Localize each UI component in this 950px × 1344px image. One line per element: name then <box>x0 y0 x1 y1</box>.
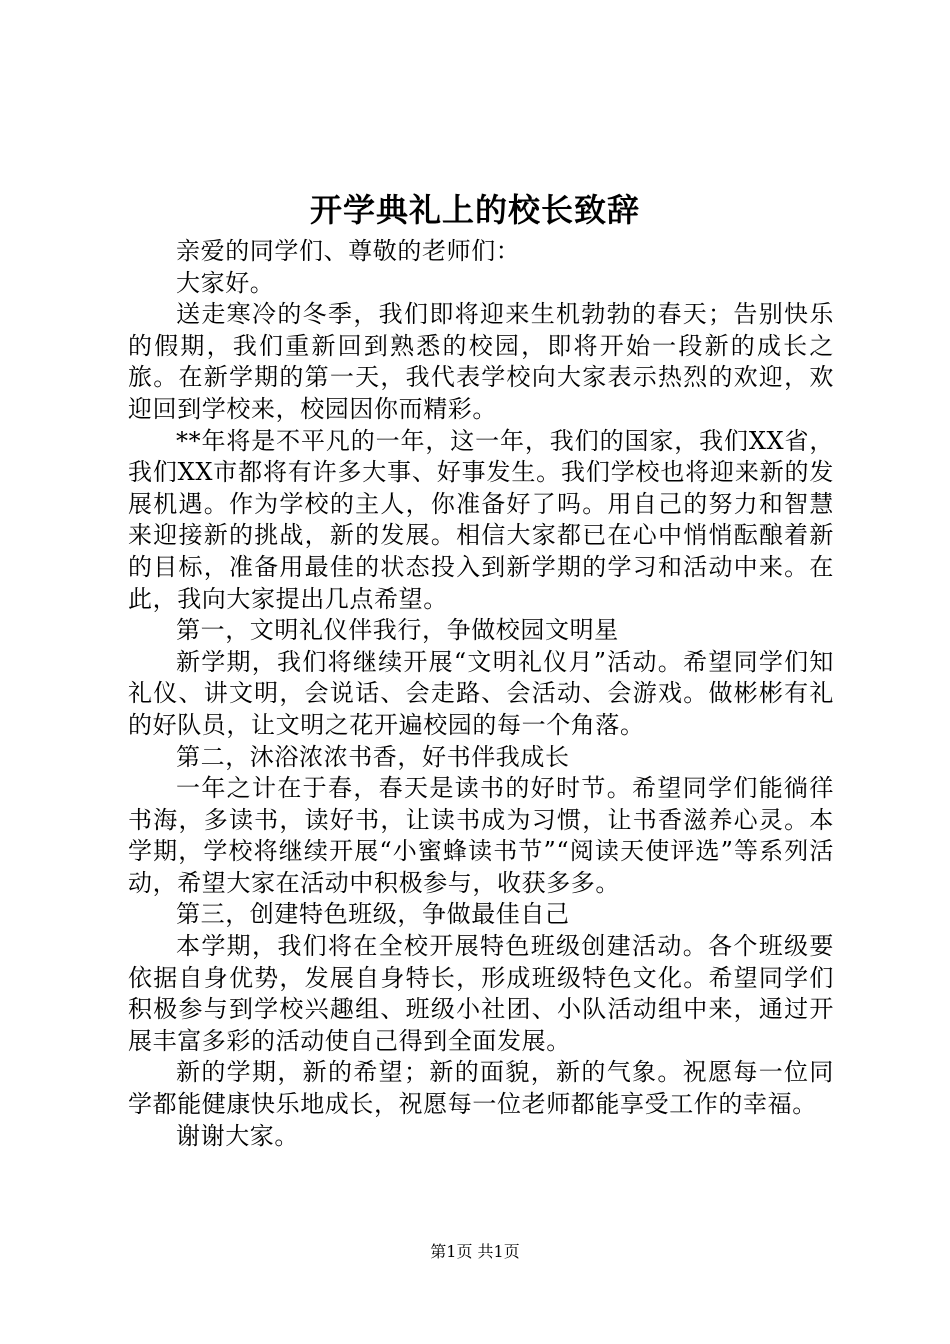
section-heading-3: 第三，创建特色班级，争做最佳自己 <box>176 900 570 929</box>
paragraph: 本学期，我们将在全校开展特色班级创建活动。各个班级要依据自身优势，发展自身特长，形成班级特色文化。希望同学们积极参与到学校兴趣组、班级小社团、小队活动组中来，通过开展丰富多彩的活动使自己得到全面发展。 <box>128 932 834 1055</box>
paragraph: 新学期，我们将继续开展“文明礼仪月”活动。希望同学们知礼仪、讲文明，会说话、会走路、会活动、会游戏。做彬彬有礼的好队员，让文明之花开遍校园的每一个角落。 <box>128 647 834 739</box>
page-number-footer: 第1页 共1页 <box>430 1242 520 1261</box>
paragraph-greeting: 大家好。 <box>176 268 275 297</box>
document-title: 开学典礼上的校长致辞 <box>309 191 640 229</box>
document-body <box>128 236 834 1152</box>
section-heading-1: 第一，文明礼仪伴我行，争做校园文明星 <box>176 616 619 645</box>
paragraph: 送走寒冷的冬季，我们即将迎来生机勃勃的春天；告别快乐的假期，我们重新回到熟悉的校园，即将开始一段新的成长之旅。在新学期的第一天，我代表学校向大家表示热烈的欢迎，欢迎回到学校来，校园因你而精彩。 <box>128 300 834 423</box>
section-heading-2: 第二，沐浴浓浓书香，好书伴我成长 <box>176 742 570 771</box>
paragraph: 新的学期，新的希望；新的面貌，新的气象。祝愿每一位同学都能健康快乐地成长，祝愿每一位老师都能享受工作的幸福。 <box>128 1058 834 1119</box>
paragraph-salutation: 亲爱的同学们、尊敬的老师们： <box>176 237 521 265</box>
paragraph-closing: 谢谢大家。 <box>176 1121 299 1150</box>
paragraph: 一年之计在于春，春天是读书的好时节。希望同学们能徜徉书海，多读书，读好书，让读书成为习惯，让书香滋养心灵。本学期，学校将继续开展“小蜜蜂读书节”“阅读天使评选”等系列活动，希望大家在活动中积极参与，收获多多。 <box>128 774 834 897</box>
paragraph: **年将是不平凡的一年，这一年，我们的国家，我们XX省，我们XX市都将有许多大事、好事发生。我们学校也将迎来新的发展机遇。作为学校的主人，你准备好了吗。用自己的努力和智慧来迎接新的挑战，新的发展。相信大家都已在心中悄悄酝酿着新的目标，准备用最佳的状态投入到新学期的学习和活动中来。在此，我向大家提出几点希望。 <box>128 426 834 613</box>
